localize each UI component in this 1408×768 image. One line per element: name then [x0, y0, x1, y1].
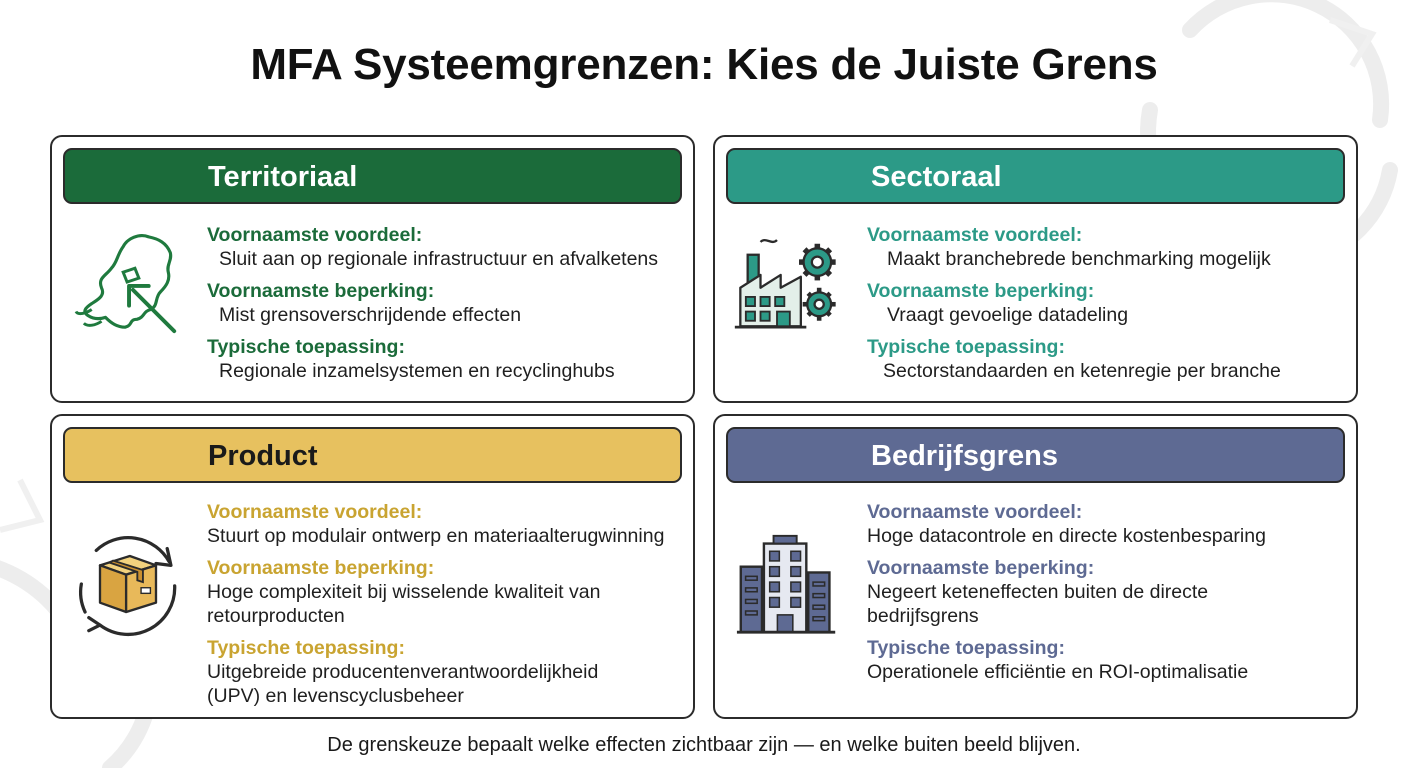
footer-caption: De grenskeuze bepaalt welke effecten zichtbaar zijn — en welke buiten beeld blijven. — [327, 734, 1081, 756]
application-text-line2: (UPV) en levenscyclusbeheer — [207, 685, 464, 707]
application-label: Typische toepassing: — [867, 336, 1065, 358]
card-body-sectoraal — [867, 223, 1352, 383]
card-territoriaal — [50, 135, 695, 403]
application-label: Typische toepassing: — [207, 637, 405, 659]
card-header-bedrijfsgrens — [726, 427, 1345, 483]
page-title: MFA Systeemgrenzen: Kies de Juiste Grens — [250, 40, 1158, 89]
advantage-label: Voornaamste voordeel: — [207, 224, 423, 246]
factory-gears-icon — [733, 233, 843, 337]
application-label: Typische toepassing: — [207, 336, 405, 358]
application-text-line1: Uitgebreide producentenverantwoordelijkheid — [207, 661, 599, 683]
netherlands-map-icon — [72, 229, 190, 337]
card-body-bedrijfsgrens — [867, 500, 1352, 684]
office-building-icon — [735, 532, 841, 638]
limitation-label: Voornaamste beperking: — [207, 280, 435, 302]
advantage-text: Sluit aan op regionale infrastructuur en afvalketens — [219, 248, 659, 270]
card-header-sectoraal — [726, 148, 1345, 204]
limitation-label: Voornaamste beperking: — [867, 280, 1095, 302]
box-cycle-icon — [72, 528, 184, 640]
card-body-territoriaal — [207, 223, 692, 383]
card-title: Bedrijfsgrens — [871, 440, 1058, 472]
advantage-text: Maakt branchebrede benchmarking mogelijk — [887, 248, 1271, 270]
limitation-label: Voornaamste beperking: — [207, 557, 435, 579]
card-title: Sectoraal — [871, 161, 1002, 193]
application-label: Typische toepassing: — [867, 637, 1065, 659]
limitation-text: Mist grensoverschrijdende effecten — [219, 304, 522, 326]
limitation-label: Voornaamste beperking: — [867, 557, 1095, 579]
limitation-text-line2: bedrijfsgrens — [867, 605, 979, 627]
card-title: Territoriaal — [208, 161, 358, 193]
application-text: Sectorstandaarden en ketenregie per branche — [883, 360, 1281, 382]
card-product — [50, 414, 695, 719]
card-title: Product — [208, 440, 318, 472]
limitation-text-line2: retourproducten — [207, 605, 345, 627]
card-sectoraal — [713, 135, 1358, 403]
limitation-text-line1: Negeert keteneffecten buiten de directe — [867, 581, 1209, 603]
card-header-territoriaal — [63, 148, 682, 204]
card-body-product — [207, 500, 692, 708]
advantage-label: Voornaamste voordeel: — [867, 501, 1083, 523]
advantage-text: Stuurt op modulair ontwerp en materiaalterugwinning — [207, 525, 665, 547]
advantage-label: Voornaamste voordeel: — [207, 501, 423, 523]
advantage-text: Hoge datacontrole en directe kostenbesparing — [867, 525, 1266, 547]
limitation-text-line1: Hoge complexiteit bij wisselende kwaliteit van — [207, 581, 601, 603]
application-text: Regionale inzamelsystemen en recyclinghubs — [219, 360, 615, 382]
application-text: Operationele efficiëntie en ROI-optimalisatie — [867, 661, 1249, 683]
card-bedrijfsgrens — [713, 414, 1358, 719]
advantage-label: Voornaamste voordeel: — [867, 224, 1083, 246]
limitation-text: Vraagt gevoelige datadeling — [887, 304, 1129, 326]
card-header-product — [63, 427, 682, 483]
